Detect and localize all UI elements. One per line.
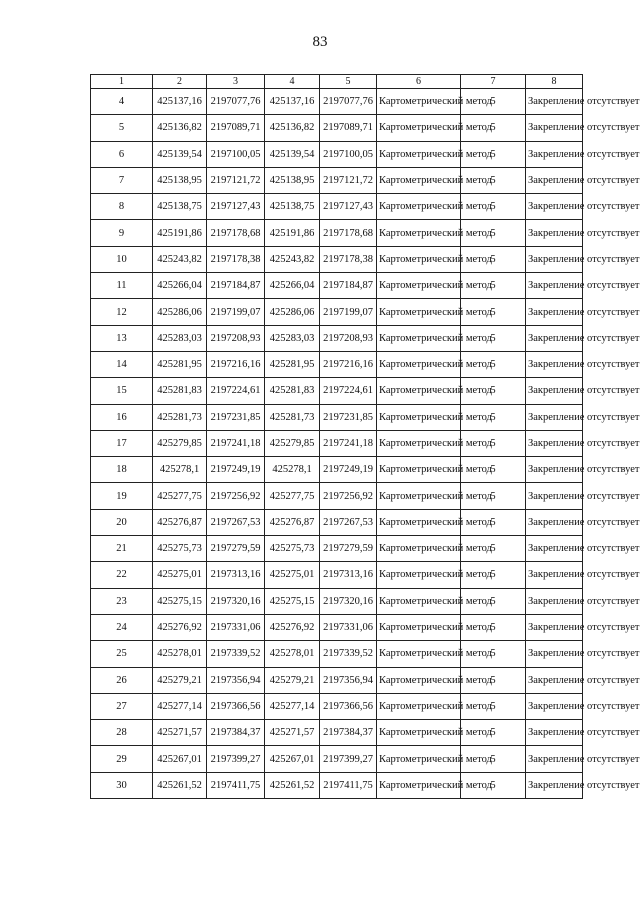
y-coord-cell: 2197399,27	[207, 746, 265, 772]
x-coord-cell: 425271,57	[153, 720, 207, 746]
point-number-cell: 16	[91, 404, 153, 430]
fixing-cell: Закрепление отсутствует	[526, 614, 583, 640]
fixing-cell: Закрепление отсутствует	[526, 141, 583, 167]
x-coord-cell: 425275,01	[153, 562, 207, 588]
method-cell: Картометрический метод	[377, 614, 461, 640]
fixing-cell: Закрепление отсутствует	[526, 509, 583, 535]
point-number-cell: 22	[91, 562, 153, 588]
x-coord-cell: 425275,15	[265, 588, 320, 614]
column-header: 2	[153, 75, 207, 89]
point-number-cell: 25	[91, 641, 153, 667]
x-coord-cell: 425261,52	[153, 772, 207, 798]
x-coord-cell: 425243,82	[265, 246, 320, 272]
fixing-cell: Закрепление отсутствует	[526, 641, 583, 667]
fixing-cell: Закрепление отсутствует	[526, 89, 583, 115]
fixing-cell: Закрепление отсутствует	[526, 378, 583, 404]
accuracy-cell: 5	[461, 720, 526, 746]
accuracy-cell: 5	[461, 693, 526, 719]
x-coord-cell: 425279,21	[265, 667, 320, 693]
x-coord-cell: 425279,21	[153, 667, 207, 693]
column-header: 1	[91, 75, 153, 89]
table-row	[91, 641, 583, 667]
fixing-cell: Закрепление отсутствует	[526, 562, 583, 588]
x-coord-cell: 425137,16	[265, 89, 320, 115]
x-coord-cell: 425283,03	[265, 325, 320, 351]
x-coord-cell: 425139,54	[153, 141, 207, 167]
point-number-cell: 26	[91, 667, 153, 693]
column-header: 6	[377, 75, 461, 89]
x-coord-cell: 425277,75	[153, 483, 207, 509]
y-coord-cell: 2197256,92	[207, 483, 265, 509]
column-header: 7	[461, 75, 526, 89]
y-coord-cell: 2197127,43	[320, 194, 377, 220]
fixing-cell: Закрепление отсутствует	[526, 273, 583, 299]
x-coord-cell: 425283,03	[153, 325, 207, 351]
method-cell: Картометрический метод	[377, 89, 461, 115]
y-coord-cell: 2197231,85	[320, 404, 377, 430]
point-number-cell: 9	[91, 220, 153, 246]
point-number-cell: 4	[91, 89, 153, 115]
y-coord-cell: 2197077,76	[207, 89, 265, 115]
x-coord-cell: 425271,57	[265, 720, 320, 746]
method-cell: Картометрический метод	[377, 325, 461, 351]
x-coord-cell: 425281,95	[153, 351, 207, 377]
column-header: 5	[320, 75, 377, 89]
table-row	[91, 588, 583, 614]
x-coord-cell: 425281,83	[265, 378, 320, 404]
table-row	[91, 404, 583, 430]
fixing-cell: Закрепление отсутствует	[526, 667, 583, 693]
accuracy-cell: 5	[461, 562, 526, 588]
point-number-cell: 13	[91, 325, 153, 351]
header-row	[91, 75, 583, 89]
y-coord-cell: 2197216,16	[320, 351, 377, 377]
x-coord-cell: 425136,82	[153, 115, 207, 141]
y-coord-cell: 2197100,05	[320, 141, 377, 167]
y-coord-cell: 2197199,07	[320, 299, 377, 325]
fixing-cell: Закрепление отсутствует	[526, 536, 583, 562]
accuracy-cell: 5	[461, 430, 526, 456]
column-header: 3	[207, 75, 265, 89]
point-number-cell: 7	[91, 167, 153, 193]
table-row	[91, 667, 583, 693]
y-coord-cell: 2197178,68	[207, 220, 265, 246]
table-row	[91, 325, 583, 351]
y-coord-cell: 2197208,93	[207, 325, 265, 351]
x-coord-cell: 425191,86	[265, 220, 320, 246]
fixing-cell: Закрепление отсутствует	[526, 430, 583, 456]
y-coord-cell: 2197121,72	[207, 167, 265, 193]
x-coord-cell: 425276,92	[265, 614, 320, 640]
method-cell: Картометрический метод	[377, 194, 461, 220]
x-coord-cell: 425266,04	[153, 273, 207, 299]
accuracy-cell: 5	[461, 457, 526, 483]
point-number-cell: 24	[91, 614, 153, 640]
method-cell: Картометрический метод	[377, 351, 461, 377]
y-coord-cell: 2197356,94	[207, 667, 265, 693]
y-coord-cell: 2197199,07	[207, 299, 265, 325]
y-coord-cell: 2197224,61	[207, 378, 265, 404]
table-row	[91, 89, 583, 115]
table-row	[91, 351, 583, 377]
method-cell: Картометрический метод	[377, 430, 461, 456]
method-cell: Картометрический метод	[377, 641, 461, 667]
y-coord-cell: 2197267,53	[207, 509, 265, 535]
method-cell: Картометрический метод	[377, 220, 461, 246]
accuracy-cell: 5	[461, 667, 526, 693]
y-coord-cell: 2197241,18	[320, 430, 377, 456]
fixing-cell: Закрепление отсутствует	[526, 351, 583, 377]
accuracy-cell: 5	[461, 220, 526, 246]
table-row	[91, 141, 583, 167]
point-number-cell: 12	[91, 299, 153, 325]
x-coord-cell: 425138,75	[265, 194, 320, 220]
y-coord-cell: 2197339,52	[207, 641, 265, 667]
point-number-cell: 11	[91, 273, 153, 299]
y-coord-cell: 2197184,87	[320, 273, 377, 299]
accuracy-cell: 5	[461, 141, 526, 167]
table-row	[91, 509, 583, 535]
x-coord-cell: 425275,15	[153, 588, 207, 614]
fixing-cell: Закрепление отсутствует	[526, 194, 583, 220]
fixing-cell: Закрепление отсутствует	[526, 220, 583, 246]
method-cell: Картометрический метод	[377, 693, 461, 719]
point-number-cell: 10	[91, 246, 153, 272]
fixing-cell: Закрепление отсутствует	[526, 167, 583, 193]
table-row	[91, 299, 583, 325]
y-coord-cell: 2197089,71	[207, 115, 265, 141]
y-coord-cell: 2197366,56	[207, 693, 265, 719]
method-cell: Картометрический метод	[377, 378, 461, 404]
method-cell: Картометрический метод	[377, 404, 461, 430]
x-coord-cell: 425281,95	[265, 351, 320, 377]
column-header: 8	[526, 75, 583, 89]
x-coord-cell: 425138,75	[153, 194, 207, 220]
x-coord-cell: 425278,01	[265, 641, 320, 667]
x-coord-cell: 425275,73	[265, 536, 320, 562]
method-cell: Картометрический метод	[377, 167, 461, 193]
x-coord-cell: 425267,01	[153, 746, 207, 772]
x-coord-cell: 425261,52	[265, 772, 320, 798]
y-coord-cell: 2197178,38	[320, 246, 377, 272]
accuracy-cell: 5	[461, 404, 526, 430]
x-coord-cell: 425278,1	[153, 457, 207, 483]
table-row	[91, 536, 583, 562]
y-coord-cell: 2197320,16	[320, 588, 377, 614]
x-coord-cell: 425276,87	[265, 509, 320, 535]
y-coord-cell: 2197366,56	[320, 693, 377, 719]
accuracy-cell: 5	[461, 89, 526, 115]
table-row	[91, 246, 583, 272]
column-header: 4	[265, 75, 320, 89]
point-number-cell: 20	[91, 509, 153, 535]
x-coord-cell: 425281,83	[153, 378, 207, 404]
accuracy-cell: 5	[461, 299, 526, 325]
table-row	[91, 167, 583, 193]
method-cell: Картометрический метод	[377, 141, 461, 167]
accuracy-cell: 5	[461, 246, 526, 272]
fixing-cell: Закрепление отсутствует	[526, 772, 583, 798]
y-coord-cell: 2197384,37	[320, 720, 377, 746]
method-cell: Картометрический метод	[377, 536, 461, 562]
point-number-cell: 18	[91, 457, 153, 483]
x-coord-cell: 425267,01	[265, 746, 320, 772]
method-cell: Картометрический метод	[377, 457, 461, 483]
y-coord-cell: 2197127,43	[207, 194, 265, 220]
accuracy-cell: 5	[461, 115, 526, 141]
accuracy-cell: 5	[461, 746, 526, 772]
point-number-cell: 30	[91, 772, 153, 798]
x-coord-cell: 425279,85	[153, 430, 207, 456]
accuracy-cell: 5	[461, 588, 526, 614]
x-coord-cell: 425139,54	[265, 141, 320, 167]
x-coord-cell: 425277,14	[265, 693, 320, 719]
accuracy-cell: 5	[461, 614, 526, 640]
x-coord-cell: 425275,73	[153, 536, 207, 562]
accuracy-cell: 5	[461, 509, 526, 535]
x-coord-cell: 425286,06	[153, 299, 207, 325]
accuracy-cell: 5	[461, 483, 526, 509]
x-coord-cell: 425277,14	[153, 693, 207, 719]
method-cell: Картометрический метод	[377, 772, 461, 798]
y-coord-cell: 2197339,52	[320, 641, 377, 667]
method-cell: Картометрический метод	[377, 746, 461, 772]
coordinates-table	[90, 74, 640, 799]
y-coord-cell: 2197320,16	[207, 588, 265, 614]
x-coord-cell: 425278,1	[265, 457, 320, 483]
x-coord-cell: 425277,75	[265, 483, 320, 509]
point-number-cell: 23	[91, 588, 153, 614]
y-coord-cell: 2197224,61	[320, 378, 377, 404]
y-coord-cell: 2197100,05	[207, 141, 265, 167]
table-row	[91, 430, 583, 456]
y-coord-cell: 2197411,75	[207, 772, 265, 798]
table-row	[91, 457, 583, 483]
accuracy-cell: 5	[461, 536, 526, 562]
y-coord-cell: 2197267,53	[320, 509, 377, 535]
method-cell: Картометрический метод	[377, 667, 461, 693]
y-coord-cell: 2197178,38	[207, 246, 265, 272]
method-cell: Картометрический метод	[377, 562, 461, 588]
point-number-cell: 8	[91, 194, 153, 220]
point-number-cell: 27	[91, 693, 153, 719]
table-row	[91, 194, 583, 220]
x-coord-cell: 425243,82	[153, 246, 207, 272]
method-cell: Картометрический метод	[377, 246, 461, 272]
y-coord-cell: 2197249,19	[320, 457, 377, 483]
method-cell: Картометрический метод	[377, 483, 461, 509]
table-row	[91, 693, 583, 719]
y-coord-cell: 2197279,59	[320, 536, 377, 562]
table-row	[91, 720, 583, 746]
page-number: 83	[312, 34, 328, 50]
method-cell: Картометрический метод	[377, 720, 461, 746]
y-coord-cell: 2197279,59	[207, 536, 265, 562]
y-coord-cell: 2197241,18	[207, 430, 265, 456]
table-row	[91, 115, 583, 141]
fixing-cell: Закрепление отсутствует	[526, 325, 583, 351]
x-coord-cell: 425276,87	[153, 509, 207, 535]
method-cell: Картометрический метод	[377, 273, 461, 299]
point-number-cell: 6	[91, 141, 153, 167]
fixing-cell: Закрепление отсутствует	[526, 246, 583, 272]
method-cell: Картометрический метод	[377, 299, 461, 325]
point-number-cell: 15	[91, 378, 153, 404]
x-coord-cell: 425278,01	[153, 641, 207, 667]
table-row	[91, 614, 583, 640]
accuracy-cell: 5	[461, 325, 526, 351]
y-coord-cell: 2197399,27	[320, 746, 377, 772]
x-coord-cell: 425136,82	[265, 115, 320, 141]
fixing-cell: Закрепление отсутствует	[526, 299, 583, 325]
x-coord-cell: 425279,85	[265, 430, 320, 456]
fixing-cell: Закрепление отсутствует	[526, 457, 583, 483]
table-row	[91, 772, 583, 798]
method-cell: Картометрический метод	[377, 509, 461, 535]
y-coord-cell: 2197331,06	[320, 614, 377, 640]
point-number-cell: 14	[91, 351, 153, 377]
accuracy-cell: 5	[461, 351, 526, 377]
y-coord-cell: 2197178,68	[320, 220, 377, 246]
point-number-cell: 21	[91, 536, 153, 562]
y-coord-cell: 2197256,92	[320, 483, 377, 509]
fixing-cell: Закрепление отсутствует	[526, 693, 583, 719]
y-coord-cell: 2197077,76	[320, 89, 377, 115]
x-coord-cell: 425137,16	[153, 89, 207, 115]
table-row	[91, 378, 583, 404]
table-row	[91, 220, 583, 246]
y-coord-cell: 2197231,85	[207, 404, 265, 430]
fixing-cell: Закрепление отсутствует	[526, 115, 583, 141]
point-number-cell: 19	[91, 483, 153, 509]
accuracy-cell: 5	[461, 273, 526, 299]
y-coord-cell: 2197384,37	[207, 720, 265, 746]
accuracy-cell: 5	[461, 167, 526, 193]
y-coord-cell: 2197208,93	[320, 325, 377, 351]
table-row	[91, 483, 583, 509]
y-coord-cell: 2197184,87	[207, 273, 265, 299]
x-coord-cell: 425281,73	[153, 404, 207, 430]
y-coord-cell: 2197313,16	[320, 562, 377, 588]
y-coord-cell: 2197089,71	[320, 115, 377, 141]
table-row	[91, 746, 583, 772]
x-coord-cell: 425191,86	[153, 220, 207, 246]
method-cell: Картометрический метод	[377, 588, 461, 614]
fixing-cell: Закрепление отсутствует	[526, 404, 583, 430]
fixing-cell: Закрепление отсутствует	[526, 720, 583, 746]
table-row	[91, 562, 583, 588]
fixing-cell: Закрепление отсутствует	[526, 588, 583, 614]
y-coord-cell: 2197331,06	[207, 614, 265, 640]
y-coord-cell: 2197121,72	[320, 167, 377, 193]
accuracy-cell: 5	[461, 641, 526, 667]
fixing-cell: Закрепление отсутствует	[526, 746, 583, 772]
accuracy-cell: 5	[461, 378, 526, 404]
x-coord-cell: 425138,95	[153, 167, 207, 193]
point-number-cell: 5	[91, 115, 153, 141]
accuracy-cell: 5	[461, 194, 526, 220]
point-number-cell: 17	[91, 430, 153, 456]
y-coord-cell: 2197411,75	[320, 772, 377, 798]
point-number-cell: 28	[91, 720, 153, 746]
fixing-cell: Закрепление отсутствует	[526, 483, 583, 509]
point-number-cell: 29	[91, 746, 153, 772]
table-row	[91, 273, 583, 299]
x-coord-cell: 425286,06	[265, 299, 320, 325]
accuracy-cell: 5	[461, 772, 526, 798]
table-body	[91, 89, 640, 799]
x-coord-cell: 425138,95	[265, 167, 320, 193]
x-coord-cell: 425276,92	[153, 614, 207, 640]
method-cell: Картометрический метод	[377, 115, 461, 141]
x-coord-cell: 425266,04	[265, 273, 320, 299]
x-coord-cell: 425281,73	[265, 404, 320, 430]
y-coord-cell: 2197356,94	[320, 667, 377, 693]
x-coord-cell: 425275,01	[265, 562, 320, 588]
y-coord-cell: 2197249,19	[207, 457, 265, 483]
y-coord-cell: 2197313,16	[207, 562, 265, 588]
y-coord-cell: 2197216,16	[207, 351, 265, 377]
